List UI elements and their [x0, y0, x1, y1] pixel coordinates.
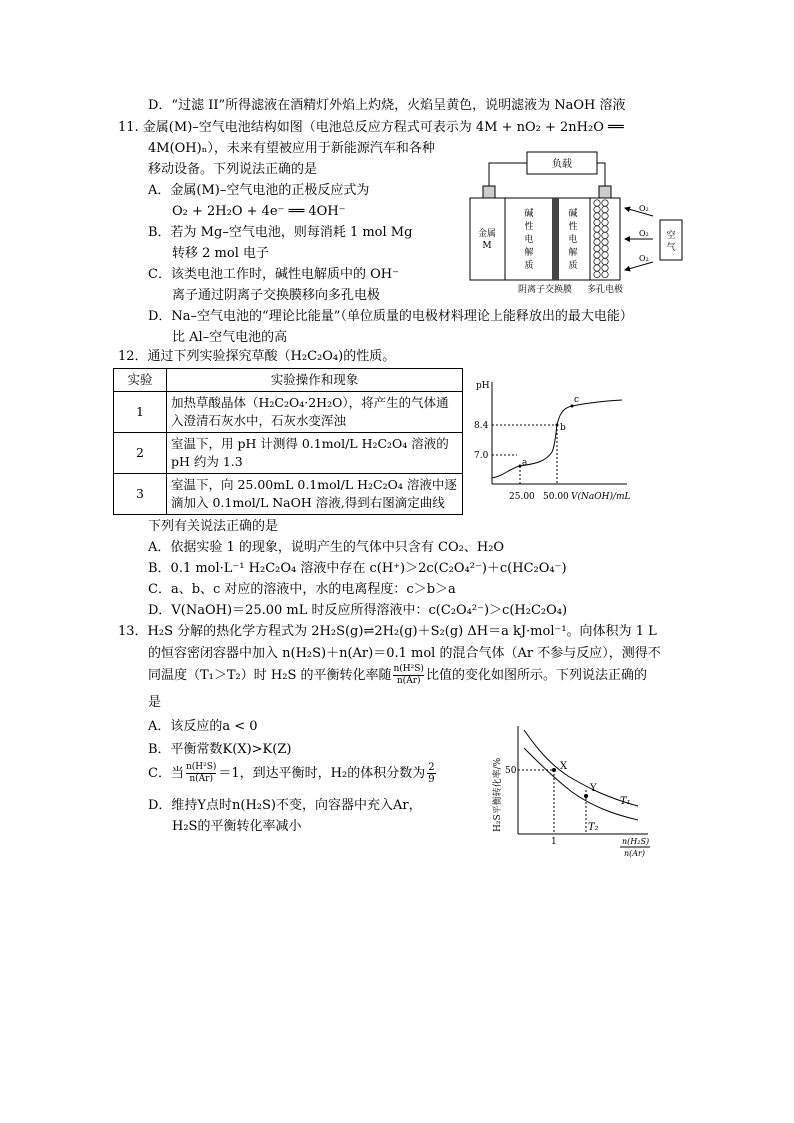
table-row: 3 室温下，向 25.00mL 0.1mol/L H₂C₂O₄ 溶液中逐滴加入 0.1mol/L NaOH 溶液,得到右图滴定曲线	[114, 474, 463, 515]
porous-electrode-circle	[602, 245, 608, 251]
porous-electrode-circle	[594, 252, 600, 258]
q11-option-d-cont: 比 Al–空气电池的高	[172, 330, 288, 345]
electrolyte-char: 质	[568, 261, 578, 271]
curve-t1	[524, 730, 638, 806]
q10-option-d: D．“过滤 II”所得滤液在酒精灯外焰上灼烧，火焰呈黄色，说明滤液为 NaOH 溶液	[148, 98, 626, 113]
q12-experiment-table	[113, 368, 463, 515]
q11-stem-line2: 4M(OH)ₙ），未来有望被应用于新能源汽车和各种	[148, 141, 435, 156]
porous-electrode-circle	[594, 213, 600, 219]
y-axis-label: H₂S平衡转化率/%	[493, 757, 503, 832]
point-c: c	[574, 395, 580, 405]
porous-electrode-circle	[602, 200, 608, 206]
svg-text:O₂: O₂	[639, 229, 649, 238]
porous-electrode-circle	[602, 226, 608, 232]
q13-stem-line1: 13．H₂S 分解的热化学方程式为 2H₂S(g)⇌2H₂(g)＋S₂(g) ΔH＝a kJ·mol⁻¹。向体积为 1 L	[118, 624, 657, 639]
x-label-num: n(H₂S)	[622, 837, 650, 846]
q13-stem-line3: 同温度（T₁＞T₂）时 H₂S 的平衡转化率随 n(H²S) n(Ar) 比值的变化如图所示。下列说法正确的	[148, 664, 647, 686]
porous-electrode-label: 多孔电极	[587, 285, 624, 295]
porous-electrode-circle	[594, 245, 600, 251]
q13-option-d: D．维持Y点时n(H₂S)不变，向容器中充入Ar，	[148, 798, 422, 813]
porous-electrode-circle	[602, 213, 608, 219]
point-y-marker	[584, 794, 588, 798]
porous-electrode-circle	[602, 265, 608, 271]
y-tick: 50	[505, 766, 517, 776]
point-a: a	[522, 458, 528, 468]
point-x: X	[560, 761, 568, 772]
porous-electrode-circle	[594, 226, 600, 232]
q12-option-a: A．依据实验 1 的现象，说明产生的气体中只含有 CO₂、H₂O	[148, 540, 505, 555]
porous-electrode-circle	[594, 271, 600, 277]
q12-option-b: B．0.1 mol·L⁻¹ H₂C₂O₄ 溶液中存在 c(H⁺)＞2c(C₂O₄²⁻)＋c(HC₂O₄⁻)	[148, 561, 567, 576]
porous-electrode-circle	[594, 200, 600, 206]
x-axis-label: V(NaOH)/mL	[571, 492, 631, 502]
q12-prompt: 下列有关说法正确的是	[148, 519, 279, 534]
q11-option-b: B．若为 Mg–空气电池，则每消耗 1 mol Mg	[148, 225, 413, 240]
q12-titration-chart	[472, 376, 642, 504]
table-row: 1 加热草酸晶体（H₂C₂O₄·2H₂O），将产生的气体通入澄清石灰水中，石灰水变浑浊	[114, 392, 463, 433]
electrolyte-char: 电	[568, 235, 578, 245]
porous-electrode-circle	[594, 232, 600, 238]
svg-text:O₂: O₂	[639, 254, 649, 263]
x-label-den: n(Ar)	[624, 849, 645, 858]
q12-option-d: D．V(NaOH)＝25.00 mL 时反应所得溶液中：c(C₂O₄²⁻)＞c(H₂C₂O₄)	[148, 603, 568, 618]
membrane-label: 阴离子交换膜	[518, 285, 573, 295]
table-header: 实验	[114, 369, 167, 392]
q11-option-a: A．金属(M)–空气电池的正极反应式为	[148, 183, 370, 198]
x-tick: 25.00	[509, 492, 535, 502]
q13-option-d-cont: H₂S的平衡转化率减小	[172, 819, 302, 834]
porous-electrode-circle	[602, 239, 608, 245]
porous-electrode-circle	[602, 232, 608, 238]
q11-option-c-cont: 离子通过阴离子交换膜移向多孔电极	[172, 288, 381, 303]
curve-t2-label: T₂	[588, 822, 599, 833]
y-axis-label: pH	[476, 381, 490, 391]
electrolyte-char: 解	[524, 248, 534, 258]
electrolyte-char: 碱	[568, 209, 578, 219]
electrolyte-char: 性	[568, 222, 578, 232]
svg-text:金属: 金属	[477, 229, 497, 239]
table-header: 实验操作和现象	[167, 369, 463, 392]
electrolyte-char: 碱	[524, 209, 534, 219]
q11-stem-line3: 移动设备。下列说法正确的是	[148, 162, 318, 177]
q11-option-d: D．Na–空气电池的“理论比能量”（单位质量的电极材料理论上能释放出的最大电能）	[148, 309, 633, 324]
porous-electrode-circle	[594, 265, 600, 271]
q13-conversion-chart	[488, 722, 660, 862]
q11-stem-line1: 11. 金属(M)–空气电池结构如图（电池总反应方程式可表示为 4M + nO₂ + 2nH₂O ══	[118, 120, 624, 135]
q13-option-b: B．平衡常数K(X)>K(Z)	[148, 742, 292, 757]
electrolyte-char: 质	[524, 261, 534, 271]
q13-stem-line4: 是	[148, 695, 162, 710]
q11-option-a-equation: O₂ + 2H₂O + 4e⁻ ══ 4OH⁻	[172, 204, 346, 219]
porous-electrode-circle	[602, 219, 608, 225]
table-row: 2 室温下，用 pH 计测得 0.1mol/L H₂C₂O₄ 溶液的 pH 约为 1.3	[114, 433, 463, 474]
porous-electrode-circle	[594, 258, 600, 264]
q11-option-c: C．该类电池工作时，碱性电解质中的 OH⁻	[148, 267, 399, 282]
q13-stem-line2: 的恒容密闭容器中加入 n(H₂S)＋n(Ar)＝0.1 mol 的混合气体（Ar 不参与反应），测得不	[148, 646, 661, 661]
point-b: b	[560, 423, 566, 433]
svg-text:气: 气	[666, 243, 676, 253]
y-tick: 8.4	[474, 421, 489, 431]
load-label: 负载	[552, 159, 572, 170]
porous-electrode-circle	[594, 206, 600, 212]
svg-text:M: M	[482, 241, 492, 251]
electrolyte-char: 解	[568, 248, 578, 258]
curve-t1-label: T₁	[620, 796, 631, 807]
electrolyte-char: 性	[524, 222, 534, 232]
porous-electrode-circle	[602, 271, 608, 277]
q11-option-b-cont: 转移 2 mol 电子	[172, 246, 269, 261]
x-tick: 50.00	[543, 492, 569, 502]
svg-text:空: 空	[666, 231, 676, 241]
porous-electrode-circle	[602, 258, 608, 264]
curve-t2	[524, 748, 638, 820]
q12-option-c: C．a、b、c 对应的溶液中，水的电离程度：c＞b＞a	[148, 582, 456, 597]
q12-stem: 12．通过下列实验探究草酸（H₂C₂O₄)的性质。	[118, 349, 396, 364]
q13-option-c: C．当 n(H²S) n(Ar) ＝1，到达平衡时，H₂的体积分数为 2 9	[148, 762, 435, 785]
anion-exchange-membrane	[552, 198, 559, 280]
point-x-marker	[552, 768, 556, 772]
electrolyte-char: 电	[524, 235, 534, 245]
q13-option-a: A．该反应的a < 0	[148, 719, 258, 734]
svg-text:O₂: O₂	[639, 204, 649, 213]
porous-electrode-circle	[602, 252, 608, 258]
porous-electrode-circle	[594, 239, 600, 245]
x-tick: 1	[551, 837, 557, 847]
y-tick: 7.0	[474, 451, 489, 461]
porous-electrode-circle	[594, 219, 600, 225]
q11-battery-diagram	[465, 150, 690, 300]
point-y: Y	[590, 783, 597, 794]
porous-electrode-circle	[602, 206, 608, 212]
